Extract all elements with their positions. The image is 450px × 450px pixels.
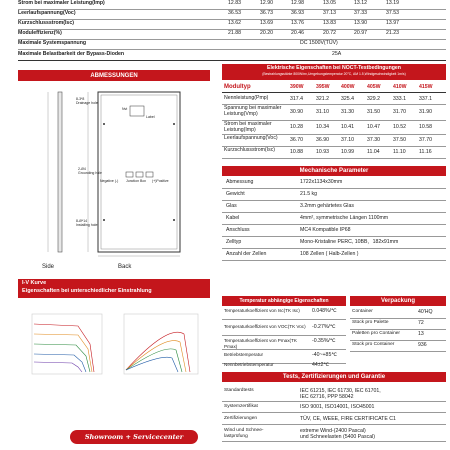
model-header: 410W — [393, 84, 407, 90]
spec-value: 37.13 — [323, 10, 336, 16]
mech-label: Abmessung — [226, 179, 254, 185]
noct-value: 329.2 — [367, 96, 380, 102]
jbox-annotation: Junction Box — [126, 179, 147, 183]
noct-value: 10.34 — [316, 124, 329, 130]
spec-value: 20.72 — [323, 30, 336, 36]
fuse-label: Maximale Belastbarkeit der Bypass-Dioden — [18, 51, 125, 57]
spec-value: 36.53 — [228, 10, 241, 16]
noct-value: 30.90 — [290, 109, 303, 115]
model-header: 400W — [341, 84, 355, 90]
temp-value: 0.048%/℃ — [312, 308, 337, 314]
pack-label: Paletten pro Container — [352, 331, 400, 336]
spec-value: 36.73 — [260, 10, 273, 16]
iv-subtitle: Eigenschaften bei unterschiedlicher Einstrahlung — [22, 287, 152, 294]
system-voltage-value: DC 1500V(TÜV) — [300, 40, 338, 46]
mech-value: 1722x1134x30mm — [300, 179, 343, 185]
mech-value: 108 Zellen ( Halb-Zellen ) — [300, 251, 359, 257]
model-header: 415W — [419, 84, 433, 90]
cert-value: IEC 61215, IEC 61730, IEC 61701, IEC 62716, PPP 58042 — [300, 388, 381, 400]
temp-label: Temperaturkoeffizient von Isc(TK Isc) — [224, 308, 300, 313]
mech-value: Mono-Kristaline PERC, 10BB，182x91mm — [300, 239, 399, 245]
noct-value: 325.4 — [341, 96, 354, 102]
model-header: 395W — [316, 84, 330, 90]
pack-label: Container — [352, 309, 373, 314]
pack-table — [350, 308, 446, 358]
mech-label: Zelltyp — [226, 239, 242, 245]
noct-value: 31.50 — [367, 109, 380, 115]
noct-subtitle: (Bestrahlungsstärke 800W/m²,Umgebungstemperatur 20°C, AM 1.5,Windgeschwindigkeit 1m/s) — [262, 72, 406, 77]
cert-value: extreme Wind-(2400 Pascal) und Schneelasten (5400 Pascal) — [300, 428, 375, 440]
row-divider — [222, 319, 346, 320]
row-divider — [222, 212, 446, 213]
spec-value: 20.97 — [354, 30, 367, 36]
noct-value: 10.58 — [419, 124, 432, 130]
spec-value: 21.23 — [386, 30, 399, 36]
positive-annotation: (+)Positive — [152, 179, 169, 183]
certs-header: Tests, Zertifizierungen und Garantie — [222, 372, 446, 382]
row-divider — [18, 49, 446, 50]
spec-value: 13.83 — [323, 20, 336, 26]
noct-value: 11.16 — [419, 149, 432, 155]
row-divider — [222, 335, 346, 336]
mech-header: Mechanische Parameter — [222, 166, 446, 176]
mech-label: Kabel — [226, 215, 240, 221]
spec-label: Moduleffizienz(%) — [18, 30, 62, 36]
noct-value: 321.2 — [316, 96, 329, 102]
spec-label: Leerlaufspannung(Voc) — [18, 10, 76, 16]
row-divider — [222, 224, 446, 225]
mech-value: 4mm², symmetrische Längen 1100mm — [300, 215, 389, 221]
noct-label: Spannung bei maximaler Leistung(Vmp) — [224, 105, 282, 117]
spec-value: 12.98 — [291, 0, 304, 6]
spec-value: 13.97 — [386, 20, 399, 26]
spec-value: 36.93 — [291, 10, 304, 16]
noct-value: 10.28 — [290, 124, 303, 130]
mech-label: Glas — [226, 203, 237, 209]
side-label: Side — [42, 264, 55, 270]
pack-value: 936 — [418, 342, 427, 348]
cert-label: Systemzertifikat — [224, 404, 258, 409]
model-header: 405W — [367, 84, 381, 90]
noct-value: 31.90 — [419, 109, 432, 115]
spec-value: 12.90 — [260, 0, 273, 6]
header-line — [222, 92, 446, 93]
spec-value: 13.12 — [354, 0, 367, 6]
spec-value: 13.76 — [291, 20, 304, 26]
showroom-label: Showroom + Servicecenter — [84, 433, 184, 441]
noct-value: 36.90 — [316, 137, 329, 143]
pack-header: Verpackung — [350, 296, 446, 306]
table-bottom-line — [18, 60, 446, 61]
iv-title: I-V Kurve — [22, 280, 47, 286]
row-divider — [222, 248, 446, 249]
panel-drawing — [18, 84, 210, 260]
noct-table — [222, 82, 446, 162]
noct-label: Kurzschlussstrom(Isc) — [224, 147, 276, 153]
spec-label: Kurzschlussstrom(Isc) — [18, 20, 74, 26]
noct-value: 10.41 — [341, 124, 354, 130]
spec-value: 13.90 — [354, 20, 367, 26]
cert-label: Zertifizierungen — [224, 416, 258, 421]
negative-annotation: Negative (-) — [100, 179, 119, 183]
pos-annotation: Nvt — [122, 107, 128, 111]
mech-table — [222, 178, 446, 264]
temp-label: Betriebstemperatur — [224, 352, 264, 357]
back-label: Back — [118, 264, 132, 270]
dimensions-drawing — [18, 84, 210, 260]
mech-label: Anschluss — [226, 227, 250, 233]
model-header: 390W — [290, 84, 304, 90]
noct-value: 10.88 — [290, 149, 303, 155]
top-table — [0, 0, 450, 62]
spec-value: 13.69 — [260, 20, 273, 26]
pack-label: Stück pro Container — [352, 342, 395, 347]
spec-value: 20.20 — [260, 30, 273, 36]
noct-value: 37.50 — [393, 137, 406, 143]
noct-title: Elektrische Eigenschaften bei NOCT-Testbedingungen — [267, 65, 401, 71]
pack-value: 13 — [418, 331, 424, 337]
system-voltage-label: Maximale Systemspannung — [18, 40, 87, 46]
temp-label: Temperaturkoeffizient von VOC(TK Voc) — [224, 324, 306, 329]
row-divider — [222, 401, 446, 402]
mech-label: Anzahl der Zellen — [226, 251, 267, 257]
row-divider — [222, 236, 446, 237]
temp-value: -0.35%/℃ — [312, 338, 336, 344]
model-label: Modultyp — [224, 84, 251, 90]
temp-value: -0.27%/℃ — [312, 324, 336, 330]
spec-value: 21.88 — [228, 30, 241, 36]
noct-value: 36.70 — [290, 137, 303, 143]
pack-value: 40'HQ — [418, 309, 433, 315]
temp-table — [222, 308, 346, 378]
row-divider — [222, 441, 446, 442]
noct-label: Strom bei maximaler Leistung(Imp) — [224, 121, 272, 133]
row-divider — [350, 318, 446, 319]
row-divider — [350, 340, 446, 341]
noct-value: 10.52 — [393, 124, 406, 130]
install-annotation: 8-Ø*14 Installing hole — [76, 219, 98, 227]
mech-value: 21.5 kg — [300, 191, 318, 197]
spec-value: 13.62 — [228, 20, 241, 26]
iv-charts — [18, 304, 210, 404]
row-divider — [222, 260, 446, 261]
mech-value: MC4 Kompatible IP68 — [300, 227, 351, 233]
pack-value: 72 — [418, 320, 424, 326]
noct-value: 333.1 — [393, 96, 406, 102]
noct-header — [222, 64, 446, 80]
row-divider — [222, 349, 346, 350]
noct-value: 10.99 — [341, 149, 354, 155]
temp-header: Temperatur abhängige Eigenschaften — [222, 296, 346, 306]
spec-value: 37.53 — [386, 10, 399, 16]
row-divider — [350, 329, 446, 330]
noct-value: 11.04 — [367, 149, 380, 155]
certs-table — [222, 384, 446, 450]
noct-value: 317.4 — [290, 96, 303, 102]
noct-value: 31.70 — [393, 109, 406, 115]
cert-label: Wind und Schnee- lastprüfung — [224, 428, 264, 439]
cert-label: Standardtests — [224, 388, 254, 393]
noct-label: Nennleistung(Pmp) — [224, 95, 269, 101]
iv-chart-graphic — [18, 304, 210, 404]
temp-label: Temperaturkoeffizient von Pmax(TK Pmax) — [224, 338, 297, 349]
noct-value: 31.10 — [316, 109, 329, 115]
noct-value: 37.70 — [419, 137, 432, 143]
temp-value: -40~+85℃ — [312, 352, 338, 358]
pack-label: Stück pro Palette — [352, 320, 389, 325]
temp-label: Nennbetriebstemperatur — [224, 362, 274, 367]
row-divider — [222, 188, 446, 189]
spec-label: Strom bei maximaler Leistung(Imp) — [18, 0, 105, 6]
row-divider — [222, 424, 446, 425]
fuse-value: 25A — [332, 51, 342, 57]
temp-value: 44±2℃ — [312, 362, 330, 368]
noct-value: 337.1 — [419, 96, 432, 102]
mech-value: 3.2mm gehärtetes Glas — [300, 203, 354, 209]
row-divider — [222, 412, 446, 413]
spec-value: 12.83 — [228, 0, 241, 6]
cert-value: ISO 9001, ISO14001, ISO45001 — [300, 404, 375, 410]
spec-value: 20.46 — [291, 30, 304, 36]
mech-label: Gewicht — [226, 191, 245, 197]
noct-value: 10.47 — [367, 124, 380, 130]
cert-value: TÜV, CE, WEEE, FIRE CERTIFICATE C1 — [300, 416, 396, 422]
noct-value: 10.93 — [316, 149, 329, 155]
noct-value: 11.10 — [393, 149, 406, 155]
noct-label: Leerlaufspannung(Voc) — [224, 135, 278, 141]
iv-header — [18, 279, 210, 298]
grounding-annotation: 2-Ø4 Grounding hole — [78, 167, 102, 175]
drainage-annotation: 8-3*8 Drainage hole — [76, 97, 98, 105]
noct-value: 37.10 — [341, 137, 354, 143]
label-annotation: Label — [146, 115, 155, 119]
row-divider — [222, 158, 446, 159]
noct-value: 37.30 — [367, 137, 380, 143]
spec-value: 37.33 — [354, 10, 367, 16]
showroom-badge[interactable] — [70, 430, 198, 444]
dimensions-header: ABMESSUNGEN — [18, 70, 210, 81]
row-divider — [350, 351, 446, 352]
noct-value: 31.30 — [341, 109, 354, 115]
row-divider — [222, 200, 446, 201]
spec-value: 13.19 — [386, 0, 399, 6]
spec-value: 13.05 — [323, 0, 336, 6]
